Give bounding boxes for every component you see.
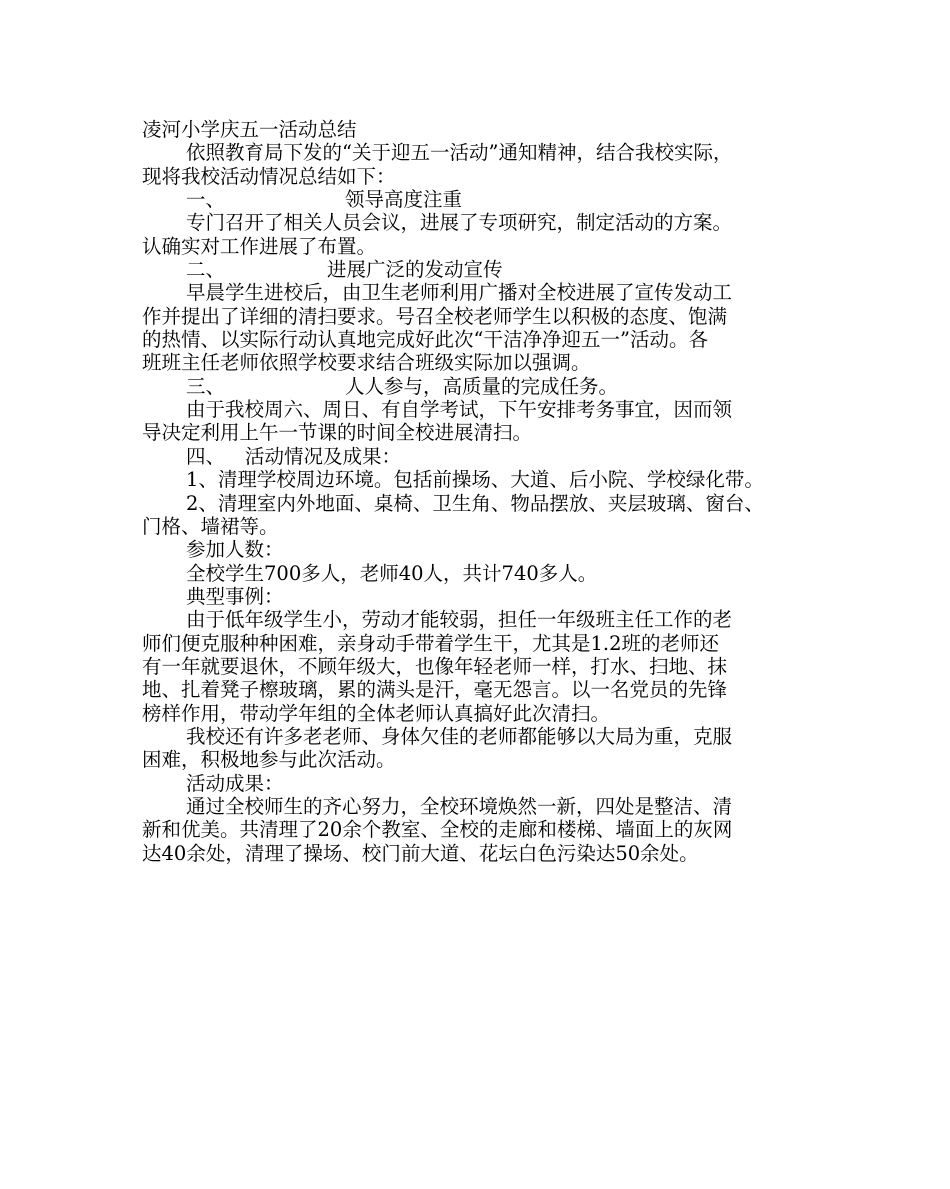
section-heading-3 [142,375,818,398]
paragraph-line: 由于我校周六、周日、有自学考试，下午安排考务事宜，因而领 [186,398,733,422]
document-title: 凌河小学庆五一活动总结 [142,118,357,141]
document-body [142,118,818,865]
paragraph-line: 师们便克服种种困难，亲身动手带着学生干，尤其是1.2班的老师还 [142,631,720,655]
subheading: 参加人数： [186,538,284,562]
paragraph-line: 新和优美。共清理了20余个教室、全校的走廊和楼梯、墙面上的灰网 [142,818,733,842]
paragraph-line: 认确实对工作进展了布置。 [142,234,377,258]
subheading: 典型事例： [186,584,284,608]
list-item: 1、清理学校周边环境。包括前操场、大道、后小院、学校绿化带。 [186,468,764,492]
paragraph-line: 我校还有许多老老师、身体欠佳的老师都能够以大局为重，克服 [186,724,733,748]
paragraph-line: 全校学生700多人，老师40人，共计740多人。 [186,561,598,585]
section-heading-2 [142,258,818,281]
paragraph-line: 困难，积极地参与此次活动。 [142,748,396,772]
paragraph-line: 现将我校活动情况总结如下： [142,164,396,188]
section-title: 活动情况及成果： [245,444,402,468]
paragraph-line: 班班主任老师依照学校要求结合班级实际加以强调。 [142,351,591,375]
paragraph-line: 地、扎着凳子檫玻璃，累的满头是汗，毫无怨言。以一名党员的先锋 [142,678,728,702]
paragraph-line: 由于低年级学生小，劳动才能较弱，担任一年级班主任工作的老 [186,608,733,632]
paragraph-line: 的热情、以实际行动认真地完成好此次“干洁净净迎五一”活动。各 [142,328,708,352]
section-number: 四、 [186,444,226,468]
section-number: 二、 [186,258,226,282]
section-title: 进展广泛的发动宣传 [327,258,503,282]
paragraph-line: 有一年就要退休，不顾年级大，也像年轻老师一样，打水、扫地、抹 [142,654,728,678]
section-number: 三、 [186,374,226,398]
paragraph-line: 作并提出了详细的清扫要求。号召全校老师学生以积极的态度、饱满 [142,304,728,328]
subheading: 活动成果： [186,771,284,795]
paragraph-line: 门格、墙裙等。 [142,514,279,538]
section-heading-1 [142,188,818,211]
paragraph-line: 导决定利用上午一节课的时间全校进展清扫。 [142,421,533,445]
paragraph-line: 依照教育局下发的“关于迎五一活动”通知精神，结合我校实际， [186,141,733,165]
section-title: 领导高度注重 [345,188,463,212]
paragraph-line: 专门召开了相关人员会议，进展了专项研究，制定活动的方案。 [186,211,733,235]
paragraph-line: 早晨学生进校后，由卫生老师利用广播对全校进展了宣传发动工 [186,281,733,305]
paragraph-line: 通过全校师生的齐心努力，全校环境焕然一新，四处是整洁、清 [186,794,733,818]
list-item: 2、清理室内外地面、桌椅、卫生角、物品摆放、夹层玻璃、窗台、 [186,491,764,515]
paragraph-line: 榜样作用，带动学年组的全体老师认真搞好此次清扫。 [142,701,611,725]
paragraph-line: 达40余处，清理了操场、校门前大道、花坛白色污染达50余处。 [142,841,699,865]
section-number: 一、 [186,188,226,212]
section-title: 人人参与，高质量的完成任务。 [345,374,619,398]
section-heading-4 [142,445,818,468]
